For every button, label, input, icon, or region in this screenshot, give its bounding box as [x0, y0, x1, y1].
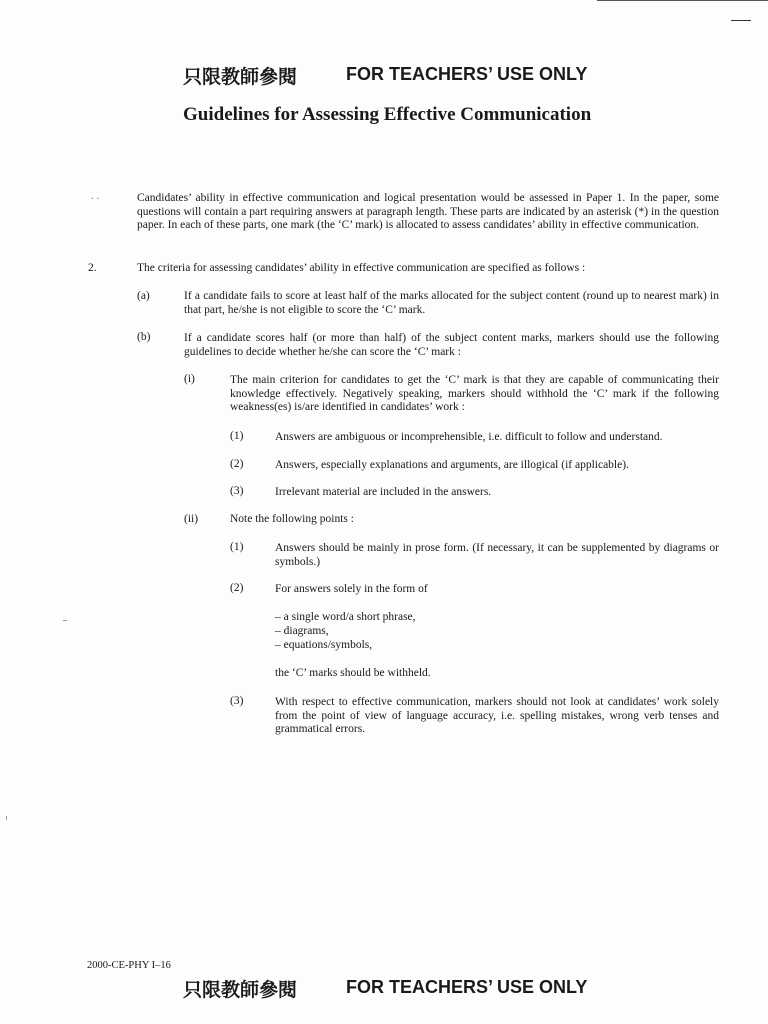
- item2a-label: (a): [137, 290, 150, 302]
- criterion-3-number: (3): [230, 485, 244, 497]
- item2-number: 2.: [88, 262, 97, 274]
- criterion-2-number: (2): [230, 458, 244, 470]
- item1-paragraph: Candidates’ ability in effective communication and logical presentation would be assessed in Paper 1. In the paper, some questions will contain a part requiring answers at paragraph length. These parts are indicated by an asterisk (*) in the question paper. In each of these parts, one mark (the ‘C’ mark) is allocated to assess candidates’ ability in effective communication.: [137, 192, 719, 231]
- point-2-conclusion: the ‘C’ marks should be withheld.: [275, 667, 431, 679]
- point-3-text: With respect to effective communication, markers should not look at candidates’ work solely from the point of view of language accuracy, i.e. spelling mistakes, wrong verb tenses and grammatical errors.: [275, 696, 719, 735]
- criterion-2-text: Answers, especially explanations and arguments, are illogical (if applicable).: [275, 459, 629, 471]
- item2b-i-label: (i): [184, 373, 195, 385]
- point-2-text: For answers solely in the form of: [275, 583, 428, 595]
- footer-english: FOR TEACHERS’ USE ONLY: [346, 977, 588, 997]
- item2b-label: (b): [137, 331, 151, 343]
- point-1-text: Answers should be mainly in prose form. (If necessary, it can be supplemented by diagrams or symbols.): [275, 542, 719, 568]
- form-item: – equations/symbols,: [275, 639, 373, 651]
- criterion-1-text: Answers are ambiguous or incomprehensible, i.e. difficult to follow and understand.: [275, 431, 663, 443]
- point-2-number: (2): [230, 582, 244, 594]
- item2-intro: The criteria for assessing candidates’ ability in effective communication are specified as follows :: [137, 262, 586, 274]
- form-item: – a single word/a short phrase,: [275, 611, 416, 623]
- scan-edge-line: [597, 0, 768, 1]
- item2b-ii-text: Note the following points :: [230, 513, 354, 525]
- scan-speck: [6, 816, 7, 820]
- footer-chinese: 只限教師參閱: [183, 979, 298, 1001]
- scan-speck: [63, 620, 67, 621]
- form-item: – diagrams,: [275, 625, 329, 637]
- header-english: FOR TEACHERS’ USE ONLY: [346, 64, 588, 84]
- item2b-text: If a candidate scores half (or more than half) of the subject content marks, markers should use the following guidelines to decide whether he/she can score the ‘C’ mark :: [184, 332, 719, 358]
- point-3-number: (3): [230, 695, 244, 707]
- criterion-3-text: Irrelevant material are included in the answers.: [275, 486, 492, 498]
- item2b-ii-label: (ii): [184, 513, 199, 525]
- scan-mark: [731, 20, 751, 21]
- item1-marker: . .: [91, 190, 100, 202]
- header-chinese: 只限教師參閱: [183, 66, 298, 88]
- item2a-text: If a candidate fails to score at least half of the marks allocated for the subject content (round up to nearest mark) in that part, he/she is not eligible to score the ‘C’ mark.: [184, 290, 719, 316]
- item2b-i-text: The main criterion for candidates to get the ‘C’ mark is that they are capable of communicating their knowledge effectively. Negatively speaking, markers should withhold the ‘C’ mark if the following weakness(es) is/are identified in candidates’ work :: [230, 374, 719, 413]
- criterion-1-number: (1): [230, 430, 244, 442]
- page-title: Guidelines for Assessing Effective Communication: [183, 104, 592, 125]
- footer-code: 2000-CE-PHY I–16: [87, 960, 171, 971]
- point-1-number: (1): [230, 541, 244, 553]
